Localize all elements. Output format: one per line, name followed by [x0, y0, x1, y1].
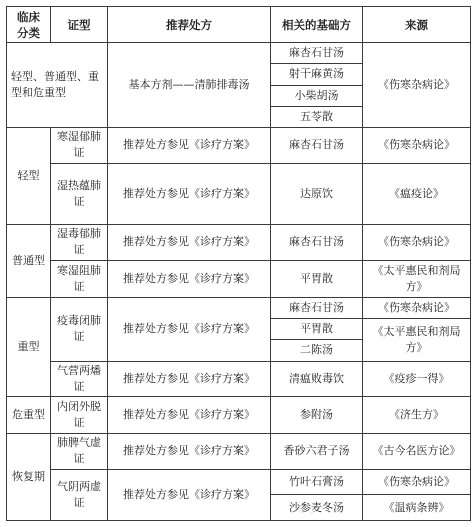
cell-base-formula: 小柴胡汤 [271, 85, 363, 106]
header-prescription: 推荐处方 [108, 7, 271, 43]
cell-clinical-type: 恢复期 [7, 433, 51, 520]
cell-prescription: 推荐处方参见《诊疗方案》 [108, 397, 271, 434]
cell-syndrome: 肺脾气虚证 [51, 433, 108, 470]
cell-source: 《古今名医方论》 [363, 433, 471, 470]
cell-source: 《伤寒杂病论》 [363, 128, 471, 164]
cell-base-formula: 麻杏石甘汤 [271, 297, 363, 318]
cell-base-formula: 射干麻黄汤 [271, 64, 363, 85]
cell-base-formula: 达原饮 [271, 163, 363, 224]
header-base-formula: 相关的基础方 [271, 7, 363, 43]
cell-base-formula: 香砂六君子汤 [271, 433, 363, 470]
cell-clinical-type: 轻型 [7, 128, 51, 224]
cell-prescription: 推荐处方参见《诊疗方案》 [108, 433, 271, 470]
cell-source: 《温病条辨》 [363, 495, 471, 521]
cell-clinical-type: 重型 [7, 297, 51, 396]
cell-source: 《济生方》 [363, 397, 471, 434]
cell-syndrome: 寒湿阻肺证 [51, 261, 108, 298]
cell-base-formula: 平胃散 [271, 318, 363, 339]
cell-base-formula: 清瘟败毒饮 [271, 361, 363, 397]
cell-syndrome: 气营两燔证 [51, 361, 108, 397]
cell-base-formula: 竹叶石膏汤 [271, 470, 363, 495]
cell-prescription: 推荐处方参见《诊疗方案》 [108, 163, 271, 224]
cell-source: 《瘟疫论》 [363, 163, 471, 224]
cell-syndrome: 湿毒郁肺证 [51, 224, 108, 261]
cell-prescription: 基本方剂——清肺排毒汤 [108, 43, 271, 128]
cell-syndrome: 疫毒闭肺证 [51, 297, 108, 361]
cell-clinical-type: 危重型 [7, 397, 51, 434]
cell-base-formula: 麻杏石甘汤 [271, 43, 363, 64]
cell-source: 《伤寒杂病论》 [363, 224, 471, 261]
cell-source: 《伤寒杂病论》 [363, 43, 471, 128]
cell-base-formula: 麻杏石甘汤 [271, 128, 363, 164]
cell-prescription: 推荐处方参见《诊疗方案》 [108, 261, 271, 298]
cell-base-formula: 麻杏石甘汤 [271, 224, 363, 261]
cell-base-formula: 五苓散 [271, 106, 363, 127]
cell-clinical-type: 轻型、普通型、重型和危重型 [7, 43, 108, 128]
cell-prescription: 推荐处方参见《诊疗方案》 [108, 361, 271, 397]
cell-syndrome: 内闭外脱证 [51, 397, 108, 434]
cell-source: 《疫疹一得》 [363, 361, 471, 397]
header-source: 来源 [363, 7, 471, 43]
cell-base-formula: 参附汤 [271, 397, 363, 434]
cell-source: 《太平惠民和剂局方》 [363, 318, 471, 361]
header-syndrome: 证型 [51, 7, 108, 43]
cell-prescription: 推荐处方参见《诊疗方案》 [108, 128, 271, 164]
cell-source: 《伤寒杂病论》 [363, 297, 471, 318]
cell-source: 《伤寒杂病论》 [363, 470, 471, 495]
cell-base-formula: 二陈汤 [271, 340, 363, 361]
cell-clinical-type: 普通型 [7, 224, 51, 297]
cell-prescription: 推荐处方参见《诊疗方案》 [108, 224, 271, 261]
cell-syndrome: 气阴两虚证 [51, 470, 108, 521]
formula-table [6, 6, 471, 521]
header-clinical-type: 临床分类 [7, 7, 51, 43]
cell-syndrome: 湿热蕴肺证 [51, 163, 108, 224]
cell-base-formula: 沙参麦冬汤 [271, 495, 363, 521]
cell-prescription: 推荐处方参见《诊疗方案》 [108, 470, 271, 521]
cell-source: 《太平惠民和剂局方》 [363, 261, 471, 298]
cell-syndrome: 寒湿郁肺证 [51, 128, 108, 164]
cell-base-formula: 平胃散 [271, 261, 363, 298]
cell-prescription: 推荐处方参见《诊疗方案》 [108, 297, 271, 361]
